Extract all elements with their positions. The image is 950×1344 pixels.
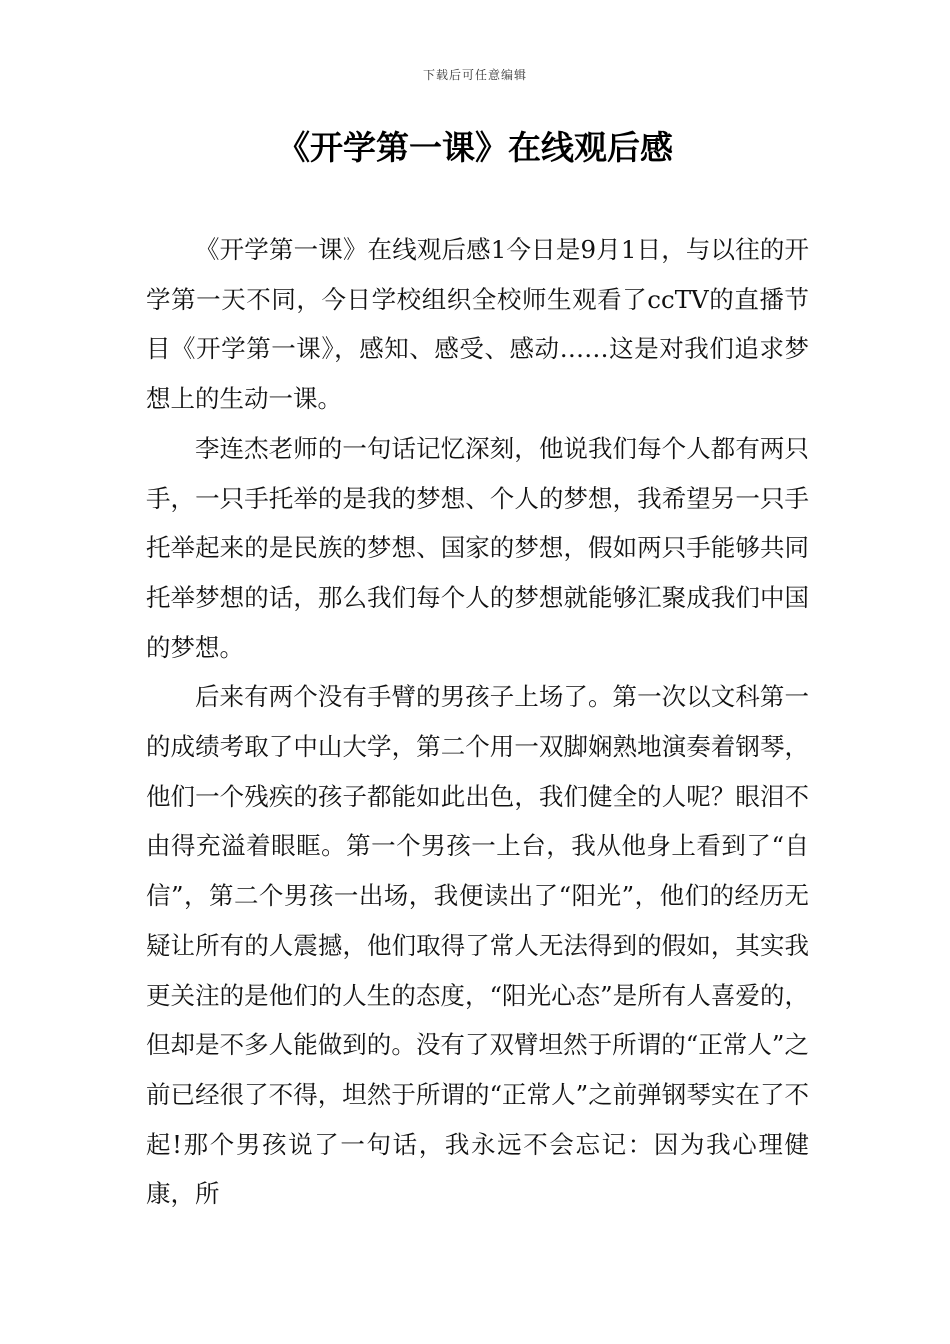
paragraph: 李连杰老师的一句话记忆深刻，他说我们每个人都有两只手，一只手托举的是我的梦想、个人的梦想，我希望另一只手托举起来的是民族的梦想、国家的梦想，假如两只手能够共同托举梦想的话，那么我们每个人的梦想就能够汇聚成我们中国的梦想。 [146, 433, 809, 662]
paragraph: 后来有两个没有手臂的男孩子上场了。第一次以文科第一的成绩考取了中山大学，第二个用一双脚娴熟地演奏着钢琴，他们一个残疾的孩子都能如此出色，我们健全的人呢？眼泪不由得充溢着眼眶。第一个男孩一上台，我从他身上看到了“自信”，第二个男孩一出场，我便读出了“阳光”，他们的经历无疑让所有的人震撼，他们取得了常人无法得到的假如，其实我更关注的是他们的人生的态度，“阳光心态”是所有人喜爱的，但却是不多人能做到的。没有了双臂坦然于所谓的“正常人”之前已经很了不得，坦然于所谓的“正常人”之前弹钢琴实在了不起!那个男孩说了一句话，我永远不会忘记：因为我心理健康，所 [146, 682, 809, 1209]
document-title: 《开学第一课》在线观后感 [277, 128, 673, 167]
document-body [146, 225, 809, 1219]
paragraph: 《开学第一课》在线观后感1今日是9月1日，与以往的开学第一天不同，今日学校组织全校师生观看了ccTV的直播节目《开学第一课》，感知、感受、感动……这是对我们追求梦想上的生动一课。 [146, 235, 809, 414]
header-note: 下载后可任意编辑 [422, 68, 527, 82]
